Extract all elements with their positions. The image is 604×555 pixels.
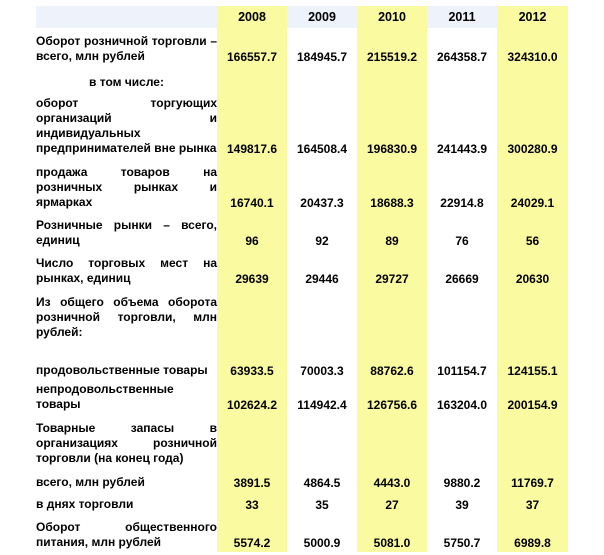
row-label-cell	[36, 288, 217, 342]
value-cell	[357, 288, 427, 342]
value-cell: 35	[315, 498, 329, 512]
table-row	[36, 66, 568, 92]
row-label-cell	[36, 158, 217, 212]
value-cell: 70003.3	[300, 364, 344, 378]
value-cell	[287, 288, 357, 342]
table-row	[36, 514, 568, 552]
value-cell: 184945.7	[296, 50, 348, 64]
value-cell: 39	[455, 498, 469, 512]
value-cell: 101154.7	[437, 364, 487, 378]
value-cell	[427, 66, 497, 92]
value-cell	[217, 414, 287, 468]
value-cell: 9880.2	[443, 476, 481, 490]
year-header: 2012	[497, 6, 568, 28]
value-cell: 11769.7	[497, 468, 568, 492]
value-cell: 29727	[357, 250, 427, 288]
value-cell	[497, 66, 568, 92]
value-cell: 4864.5	[303, 476, 341, 490]
row-label-cell	[36, 380, 217, 414]
value-cell: 33	[217, 492, 287, 514]
value-cell	[427, 288, 497, 342]
value-cell: 114942.4	[297, 398, 347, 412]
value-cell: 96	[217, 212, 287, 250]
value-cell: 241443.9	[436, 142, 488, 156]
value-cell: 126756.6	[357, 380, 427, 414]
value-cell: 27	[357, 492, 427, 514]
header-row	[36, 6, 568, 28]
value-cell: 24029.1	[497, 158, 568, 212]
value-cell: 4443.0	[357, 468, 427, 492]
value-cell: 26669	[445, 272, 479, 286]
value-cell	[497, 288, 568, 342]
row-label: продовольственные товары	[36, 363, 208, 377]
table-body	[36, 28, 568, 552]
row-label: в днях торговли	[36, 497, 134, 511]
table-row	[36, 414, 568, 468]
table-row	[36, 468, 568, 492]
row-label-cell	[36, 212, 217, 250]
value-cell: 149817.6	[217, 92, 287, 158]
table-header	[36, 6, 568, 28]
year-header: 2010	[357, 6, 427, 28]
value-cell	[357, 66, 427, 92]
row-label: непродовольственные товары	[36, 382, 174, 411]
row-label: продажа товаров на розничных рынках и ярмарках	[36, 165, 217, 209]
row-label: всего, млн рублей	[36, 475, 145, 489]
value-cell: 324310.0	[497, 28, 568, 66]
row-label-cell	[36, 92, 217, 158]
value-cell: 215519.2	[357, 28, 427, 66]
value-cell	[497, 414, 568, 468]
table-row	[36, 28, 568, 66]
row-label-cell	[36, 514, 217, 552]
row-label: Из общего объема оборота розничной торговли, млн рублей:	[36, 295, 217, 339]
value-cell: 102624.2	[217, 380, 287, 414]
value-cell: 89	[357, 212, 427, 250]
value-cell: 124155.1	[497, 342, 568, 380]
row-label: оборот торгующих организаций и индивидуальных предпринимателей вне рынка	[36, 96, 217, 155]
table-row	[36, 92, 568, 158]
value-cell: 264358.7	[436, 50, 488, 64]
row-label-cell	[36, 250, 217, 288]
year-header: 2008	[217, 6, 287, 28]
value-cell: 166557.7	[217, 28, 287, 66]
value-cell: 200154.9	[497, 380, 568, 414]
retail-statistics-table	[36, 6, 568, 552]
header-blank-cell	[36, 6, 217, 28]
value-cell: 16740.1	[217, 158, 287, 212]
value-cell: 164508.4	[296, 142, 348, 156]
table-row	[36, 380, 568, 414]
value-cell: 5000.9	[303, 536, 341, 550]
row-label-cell	[36, 414, 217, 468]
row-label: Розничные рынки – всего, единиц	[36, 218, 217, 247]
row-label: Оборот розничной торговли – всего, млн рублей	[36, 34, 217, 63]
row-label-cell	[36, 492, 217, 514]
table-row	[36, 342, 568, 380]
value-cell: 3891.5	[217, 468, 287, 492]
table-row	[36, 158, 568, 212]
table-row	[36, 212, 568, 250]
value-cell: 20437.3	[300, 196, 344, 210]
value-cell: 63933.5	[217, 342, 287, 380]
value-cell: 56	[497, 212, 568, 250]
value-cell: 20630	[497, 250, 568, 288]
value-cell: 29446	[305, 272, 339, 286]
row-label-cell	[36, 468, 217, 492]
year-header: 2011	[427, 6, 497, 28]
value-cell: 300280.9	[497, 92, 568, 158]
value-cell: 22914.8	[440, 196, 484, 210]
value-cell: 88762.6	[357, 342, 427, 380]
value-cell: 6989.8	[497, 514, 568, 552]
row-label-cell	[36, 66, 217, 92]
value-cell: 5750.7	[443, 536, 481, 550]
value-cell	[287, 414, 357, 468]
value-cell: 29639	[217, 250, 287, 288]
value-cell: 76	[455, 234, 469, 248]
table-row	[36, 250, 568, 288]
row-label: в том числе:	[89, 75, 164, 89]
value-cell	[427, 414, 497, 468]
row-label-cell	[36, 28, 217, 66]
value-cell: 196830.9	[357, 92, 427, 158]
value-cell: 163204.0	[436, 398, 488, 412]
value-cell	[217, 66, 287, 92]
table-row	[36, 288, 568, 342]
row-label-cell	[36, 342, 217, 380]
value-cell: 92	[315, 234, 329, 248]
value-cell: 5574.2	[217, 514, 287, 552]
table-row	[36, 492, 568, 514]
value-cell	[217, 288, 287, 342]
year-header: 2009	[287, 6, 357, 28]
value-cell	[287, 66, 357, 92]
value-cell: 5081.0	[357, 514, 427, 552]
value-cell: 37	[497, 492, 568, 514]
row-label: Число торговых мест на рынках, единиц	[36, 256, 217, 285]
row-label: Оборот общественного питания, млн рублей	[36, 520, 217, 549]
value-cell	[357, 414, 427, 468]
value-cell: 18688.3	[357, 158, 427, 212]
row-label: Товарные запасы в организациях розничной торговли (на конец года)	[36, 421, 217, 465]
